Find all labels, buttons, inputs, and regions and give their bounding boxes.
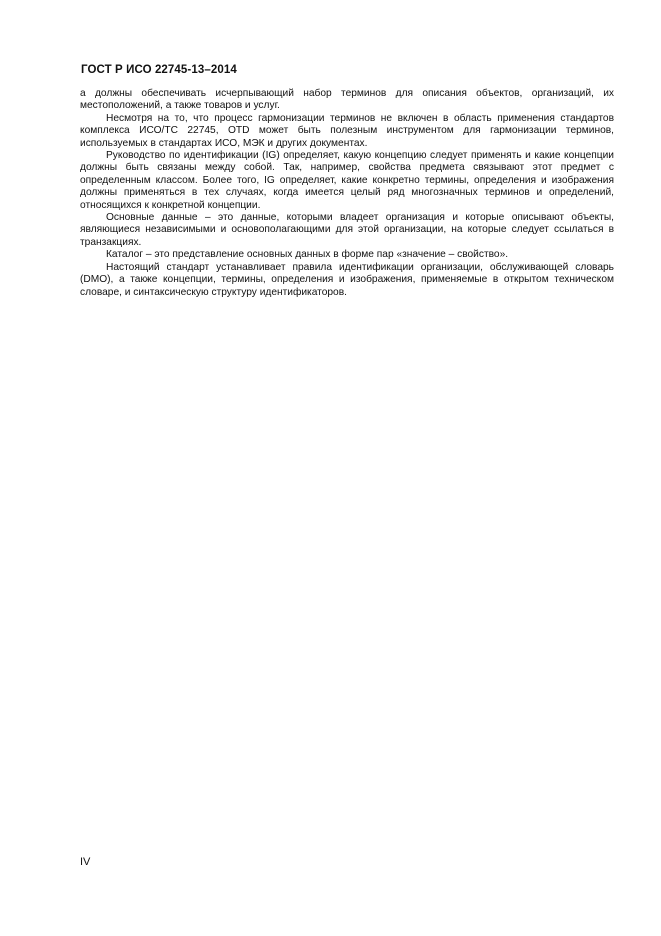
- paragraph-4: Основные данные – это данные, которыми владеет организация и которые описывают объекты, являющиеся независимыми и основополагающими для этой организации, на которые следует ссылаться в транзакциях.: [80, 212, 614, 248]
- paragraph-2: Несмотря на то, что процесс гармонизации терминов не включен в область применения стандартов комплекса ИСО/ТС 22745, OTD может быть полезным инструментом для гармонизации терминов, используемых в стандартах ИСО, МЭК и других документах.: [80, 112, 614, 149]
- paragraph-3: Руководство по идентификации (IG) определяет, какую концепцию следует применять и какие концепции должны быть связаны между собой. Так, например, свойства предмета связывают этот предмет с определенным классом. Более того, IG определяет, какие конкретно термины, определения и изображения должны применяться в тех случаях, когда имеется целый ряд многозначных терминов и определений, относящихся к конкретной концепции.: [80, 150, 614, 211]
- document-body: [80, 88, 614, 299]
- paragraph-5: Каталог – это представление основных данных в форме пар «значение – свойство».: [106, 249, 509, 261]
- paragraph-1: а должны обеспечивать исчерпывающий набор терминов для описания объектов, организаций, их местоположений, а также товаров и услуг.: [80, 88, 614, 112]
- paragraph-6: Настоящий стандарт устанавливает правила идентификации организации, обслуживающей словарь (DMO), а также концепции, термины, определения и изображения, применяемые в открытом техническом словаре, и синтаксическую структуру идентификаторов.: [80, 261, 614, 298]
- page-number: IV: [80, 856, 91, 868]
- document-header-title: ГОСТ Р ИСО 22745-13–2014: [81, 64, 237, 76]
